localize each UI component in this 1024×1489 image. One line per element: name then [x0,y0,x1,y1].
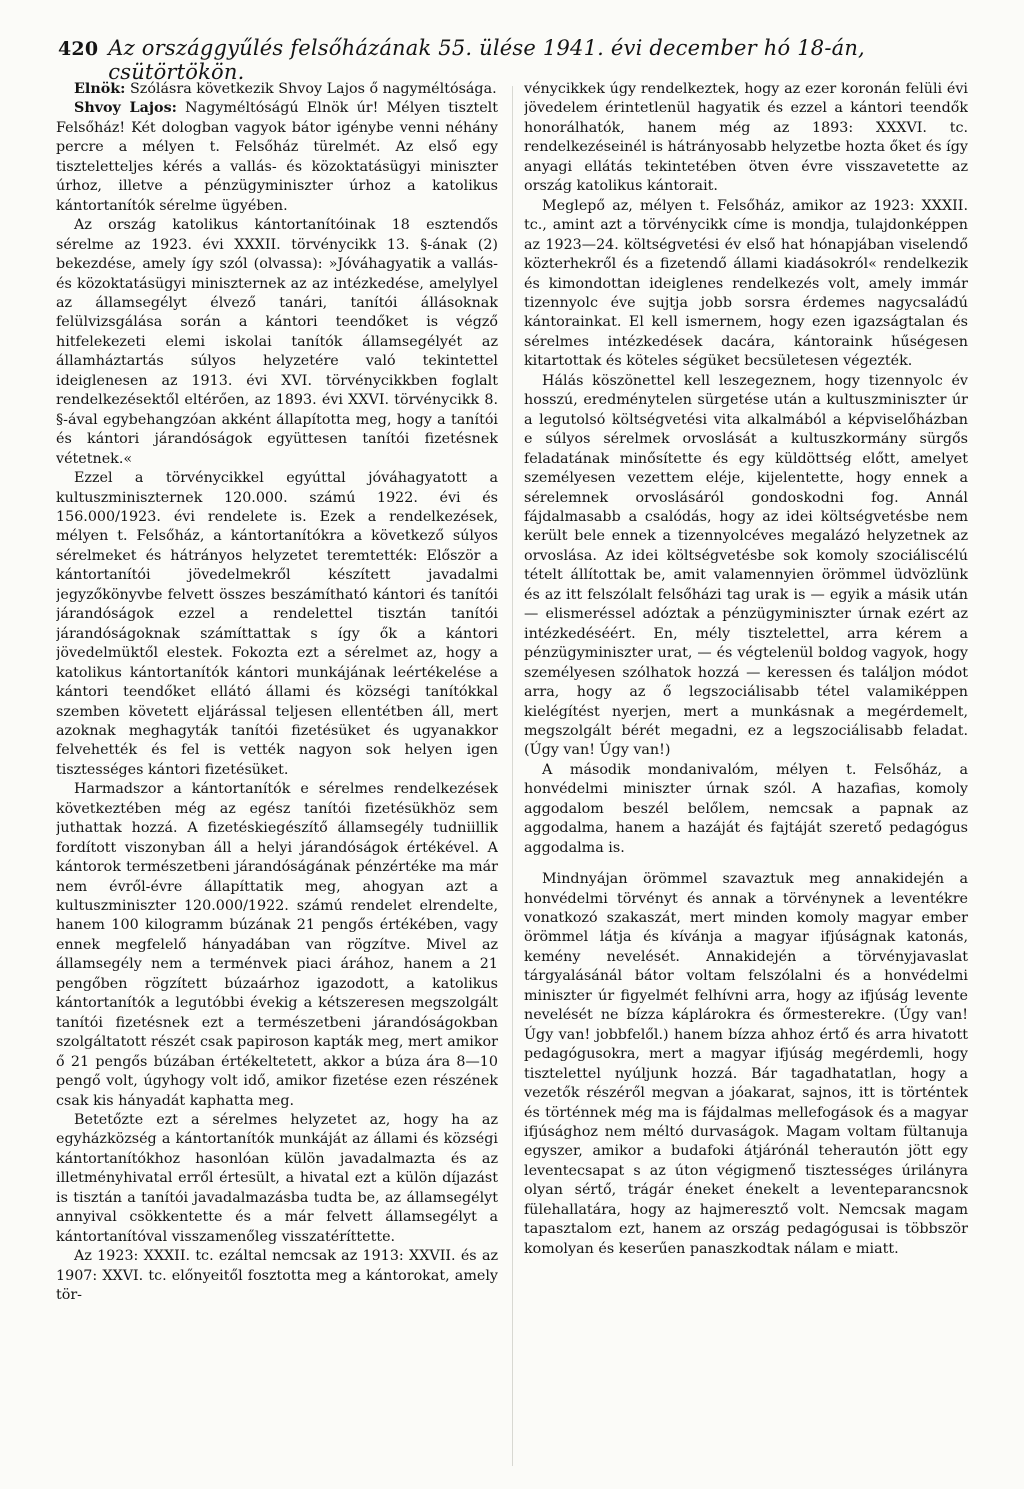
paragraph [56,216,498,469]
column-divider [512,86,513,1466]
paragraph [56,469,498,780]
paragraph-text: Meglepő az, mélyen t. Felsőház, amikor az 1923: XXXII. tc., amint azt a törvénycikk címe is mondja, tulajdonképpen az 1923—24. költségvetési év első hat hónapjában viselendő közterhekről és a fizetendő állami kiadásokról« rendelkezik és kimondottan ideiglenes rendelkezés volt, amely immár tizennyolc éve sujtja jobb sorsra érdemes nagycsaládú kántorainkat. El kell ismernem, hogy ezen igazságtalan és sérelmes intézkedések dacára, kántoraink hűségesen kitartottak és köteles ségüket becsületesen végezték. [524,197,968,370]
paragraph-text: Harmadszor a kántortanítók e sérelmes rendelkezések következtében még az egész tanítói fizetésükhöz sem juthattak hozzá. A fizetéskiegészítő államsegély tudniillik fordított viszonyban áll a helyi járandóságok értékével. A kántorok természetbeni járandóságának pénzértéke ma már nem évről-évre állapíttatik meg, ahogyan azt a kultuszminiszter 120.000/1922. számú rendelet elrendelte, hanem 100 kilogramm búzának 21 pengős értékében, vagy ennek megfelelő hányadában van rögzítve. Mivel az államsegély nem a terménvek piaci árához, hanem a 21 pengőben rögzített búzaárhoz igazodott, a katolikus kántortanítók a legutóbbi évekig a kétszeresen megszolgált tanítói fizetésnek ezt a természetbeni járandóságokban szolgáltatott részét csak papiroson kapták meg, mert amikor ő 21 pengős búzában értékeltetett, akkor a búza ára 8—10 pengő volt, úgyhogy volt idő, amikor fizetése ezen részének csak kis hányadát kaphatta meg. [56,781,498,1109]
paragraph [56,1247,498,1305]
paragraph [56,99,498,216]
paragraph-text: Betetőzte ezt a sérelmes helyzetet az, hogy ha az egyházközség a kántortanítók munkáját az állami és községi kántortanítókhoz hasonlóan külön javadalmazta és az illetményhivatal erről értesült, a hivatal ezt a külön díjazást is tisztán a tanítói javadalmazásba tudta be, az államsegélyt annyival csökkentette és a már felvett államsegélyt a kántortanítóval visszamenőleg visszatéríttette. [56,1112,498,1245]
paragraph [524,870,968,1259]
paragraph [524,197,968,372]
left-column [56,80,498,1475]
paragraph [56,780,498,1111]
paragraph-text: A második mondanivalóm, mélyen t. Felsőház, a honvédelmi miniszter úrnak szól. A hazafias, komoly aggodalom beszél belőlem, nemcsak a papnak az aggodalma, hanem a hazáját és fajtáját szerető pedagógus aggodalma is. [524,761,968,856]
running-title: Az országgyűlés felsőházának 55. ülése 1941. évi december hó 18-án, csütörtökön. [108,36,865,84]
page-number: 420 [58,38,99,60]
right-column [524,80,968,1475]
paragraph [524,761,968,858]
speaker-name: Shvoy Lajos: [74,100,177,117]
paragraph [524,372,968,761]
paragraph-text: Az 1923: XXXII. tc. ezáltal nemcsak az 1913: XXVII. és az 1907: XXVI. tc. előnyeitől fosztotta meg a kántorokat, amely tör- [56,1248,498,1304]
paragraph-text: Ezzel a törvénycikkel egyúttal jóváhagyatott a kultuszminiszternek 120.000. számú 1922. évi és 156.000/1923. évi rendelete is. Ezek a rendelkezések, mélyen t. Felsőház, a kántortanítókra a következő súlyos sérelmeket és hátrányos helyzetet teremtették: Először a kántortanítói jövedelmekről készített javadalmi jegyzőkönyvbe felvett összes beszámítható kántori és tanítói járandóságok ezzel a rendelettel tisztán tanítói járandóságoknak számíttattak s így ők a kántori jövedelmüktől elestek. Fokozta ezt a sérelmet az, hogy a katolikus kántortanítók kántori munkájának leértékelése a kántori teendőket ellátó állami és községi tanítókkal szemben követett eljárással teljesen ellentétben áll, mert azoknak meghagyták tanítói fizetésüket és ugyanakkor felvehették és fel is vették nagyon sok helyen igen tisztességes kántori fizetésüket. [56,470,498,778]
paragraph-text: Az ország katolikus kántortanítóinak 18 esztendős sérelme az 1923. évi XXXII. törvénycikk 13. §-ának (2) bekezdése, amely így szól (olvassa): »Jóváhagyatik a vallás- és közoktatásügyi miniszternek az az intézkedése, amelylyel az államsegélyt élvező tanári, tanítói állásoknak felülvizsgálása során a kántori teendőket is végző hitfelekezeti elemi iskolai tanítók államsegélyét az államháztartás súlyos helyzetére való tekintettel ideiglenesen az 1913. évi XVI. törvénycikkben foglalt rendelkezésektől eltérően, az 1893. évi XXVI. törvénycikk 8. §-ával egybehangzóan akként állapította meg, hogy a tanítói és kántori járandóságok együttesen tanítói fizetésnek vétetnek.« [56,217,498,467]
speaker-name: Elnök: [74,81,126,97]
paragraph-text: Hálás köszönettel kell leszegeznem, hogy tizennyolc év hosszú, eredménytelen sürgetése után a kultuszminiszter úr a legutolsó költségvetési vita alkalmából a képviselőházban e súlyos sérelmek orvoslását a kultuszkormány sürgős feladatának minősítette és egy küldöttség előtt, amelyet személyesen vezettem eléje, kijelentette, hogy ennek a sérelemnek orvoslásáról gondoskodni fog. Annál fájdalmasabb a csalódás, hogy az idei költségvetésbe nem került bele ennek a tizennyolcéves megalázó helyzetnek az orvoslása. Az idei költségvetésbe sok komoly szociáliscélú tételt állítottak be, amit valamennyien örömmel üdvözlünk és az itt felszólalt felsőházi tag urak is — egyik a másik után — elismeréssel adóztak a pénzügyminiszter úrnak ezért az intézkedéséért. En, mély tisztelettel, arra kérem a pénzügyminiszter urat, — és végtelenül boldog vagyok, hogy személyesen szólhatok hozzá — keressen és találjon módot arra, hogy az ő legszociálisabb tétel valamiképpen kielégítést nyerjen, mert a munkásnak a megérdemelt, megszolgált bérét megadni, ez a legszociálisabb feladat. (Úgy van! Úgy van!) [524,372,968,759]
paragraph [524,80,968,197]
paragraph [56,80,498,99]
paragraph-text: Nagyméltóságú Elnök úr! Mélyen tisztelt Felsőház! Két dologban vagyok bátor igénybe venni néhány percre a mélyen t. Felsőház türelmét. Az első egy tiszteletteljes kérés a vallás- és közoktatásügyi miniszter úrhoz, illetve a pénzügyminiszter úrhoz a katolikus kántortanítók sérelme ügyében. [56,100,498,214]
page-header [58,36,958,84]
paragraph [56,1111,498,1247]
paragraph-text: Mindnyájan örömmel szavaztuk meg annakidején a honvédelmi törvényt és annak a törvénynek a leventékre vonatkozó szakaszát, mert minden komoly magyar ember örömmel látja és kívánja a magyar ifjúságnak katonás, kemény nevelését. Annakidején a törvényjavaslat tárgyalásánál bátor voltam felszólalni és a honvédelmi miniszter úr figyelmét felhívni arra, hogy az ifjúság levente nevelését ne bízza káplárokra és őrmesterekre. (Úgy van! Úgy van! jobbfelől.) hanem bízza ahhoz értő és arra hivatott pedagógusokra, mert a magyar ifjúság megérdemli, hogy tisztelettel nyúljunk hozzá. Bár tagadhatatlan, hogy a vezetők részéről megvan a jóakarat, sajnos, itt is történtek és történnek még ma is fájdalmas mellefogások és a magyar ifjúsághoz nem méltó durvaságok. Magam voltam fültanuja egyszer, amikor a budafoki átjárónál teherautón jött egy leventecsapat s az úton végigmenő tisztességes úrilányra olyan sértő, trágár éneket énekelt a leventeparancsnok fülehallatára, hogy az hajmeresztő volt. Nemcsak magam tapasztalom ezt, hanem az ország pedagógusai is többször komolyan és keserűen panaszkodtak nálam e miatt. [524,871,968,1257]
paragraph-text: Szólásra következik Shvoy Lajos ő nagyméltósága. [130,81,497,97]
paragraph-text: vénycikkek úgy rendelkeztek, hogy az ezer koronán felüli évi jövedelem érintetlenül hagyatik és ezzel a kántori teendők honorálhatók, hanem még az 1893: XXXVI. tc. rendelkezéseinél is hátrányosabb helyzetbe hozta őket és így anyagi ellátás tekintetében ötven évre visszavetette az ország katolikus kántorait. [524,81,968,195]
